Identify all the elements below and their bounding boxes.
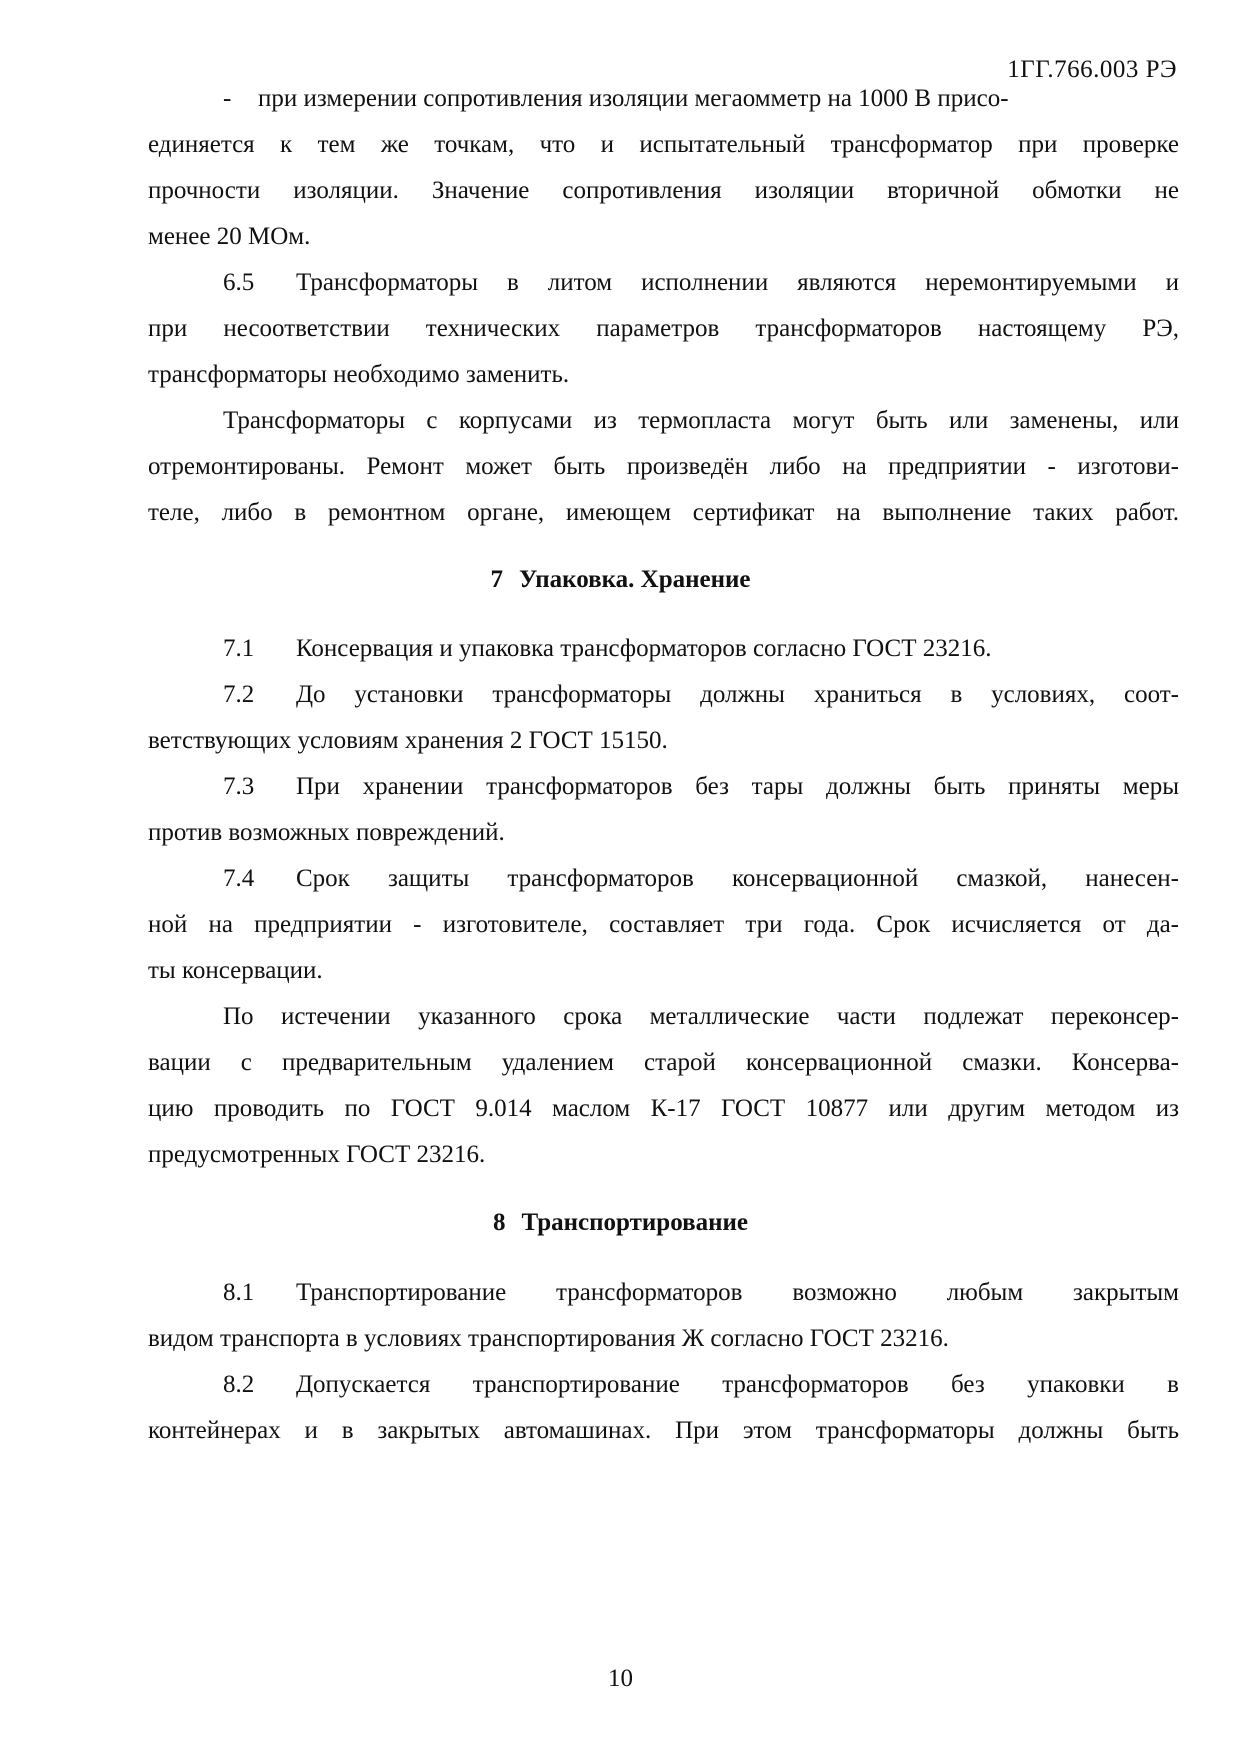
paragraph-line: менее 20 МОм. (148, 223, 311, 250)
section-number: 8 (493, 1209, 506, 1236)
line-text: До установки трансформаторы должны храниться в условиях, соот- (296, 681, 1179, 708)
paragraph-line (223, 772, 1179, 802)
paragraph-line (223, 84, 1179, 114)
paragraph-line: прочности изоляции. Значение сопротивления изоляции вторичной обмотки не (148, 177, 1179, 204)
paragraph-line (223, 1370, 1179, 1400)
paragraph-line: цию проводить по ГОСТ 9.014 маслом К-17 ГОСТ 10877 или другим методом из (148, 1095, 1179, 1122)
clause-number: 8.1 (223, 1279, 255, 1306)
clause-number: 7.3 (223, 773, 255, 800)
section-heading-7 (0, 565, 1241, 595)
paragraph-line: предусмотренных ГОСТ 23216. (148, 1141, 486, 1168)
line-text: при измерении сопротивления изоляции мегаомметр на 1000 В присо- (258, 85, 1009, 112)
paragraph-line: теле, либо в ремонтном органе, имеющем сертификат на выполнение таких работ. (148, 499, 1179, 526)
paragraph-line (223, 634, 1179, 664)
clause-number: 7.4 (223, 865, 255, 892)
document-code: 1ГГ.766.003 РЭ (1007, 56, 1177, 83)
paragraph-line (223, 1278, 1179, 1308)
paragraph-line (223, 864, 1179, 894)
line-text: Консервация и упаковка трансформаторов согласно ГОСТ 23216. (296, 635, 992, 662)
paragraph-line (223, 268, 1179, 298)
section-title: Упаковка. Хранение (518, 566, 751, 593)
paragraph-line: против возможных повреждений. (148, 819, 505, 846)
line-text: Срок защиты трансформаторов консервационной смазкой, нанесен- (296, 865, 1179, 892)
paragraph-line: ветствующих условиям хранения 2 ГОСТ 15150. (148, 727, 668, 754)
line-text: Транспортирование трансформаторов возможно любым закрытым (296, 1279, 1179, 1306)
paragraph-line: По истечении указанного срока металлические части подлежат переконсер- (223, 1003, 1179, 1030)
paragraph-line: Трансформаторы с корпусами из термопласта могут быть или заменены, или (223, 407, 1179, 434)
paragraph-line: вации с предварительным удалением старой консервационной смазки. Консерва- (148, 1049, 1179, 1076)
paragraph-line: отремонтированы. Ремонт может быть произведён либо на предприятии - изготови- (148, 453, 1179, 480)
clause-number: 6.5 (223, 269, 255, 296)
paragraph-line: контейнерах и в закрытых автомашинах. При этом трансформаторы должны быть (148, 1417, 1179, 1444)
paragraph-line: видом транспорта в условиях транспортирования Ж согласно ГОСТ 23216. (148, 1325, 949, 1352)
page-number: 10 (608, 1665, 633, 1692)
section-number: 7 (490, 566, 503, 593)
paragraph-line: ты консервации. (148, 957, 323, 984)
section-heading-8 (0, 1208, 1241, 1238)
paragraph-line: трансформаторы необходимо заменить. (148, 361, 570, 388)
line-text: При хранении трансформаторов без тары должны быть приняты меры (296, 773, 1179, 800)
clause-number: 8.2 (223, 1371, 255, 1398)
line-text: Трансформаторы в литом исполнении являются неремонтируемыми и (296, 269, 1179, 296)
paragraph-line: при несоответствии технических параметров трансформаторов настоящему РЭ, (148, 315, 1179, 342)
paragraph-line (223, 680, 1179, 710)
clause-number: 7.1 (223, 635, 255, 662)
bullet-dash: - (223, 85, 232, 112)
line-text: Допускается транспортирование трансформаторов без упаковки в (296, 1371, 1179, 1398)
clause-number: 7.2 (223, 681, 255, 708)
paragraph-line: единяется к тем же точкам, что и испытательный трансформатор при проверке (148, 131, 1179, 158)
section-title: Транспортирование (521, 1209, 748, 1236)
paragraph-line: ной на предприятии - изготовителе, составляет три года. Срок исчисляется от да- (148, 911, 1179, 938)
